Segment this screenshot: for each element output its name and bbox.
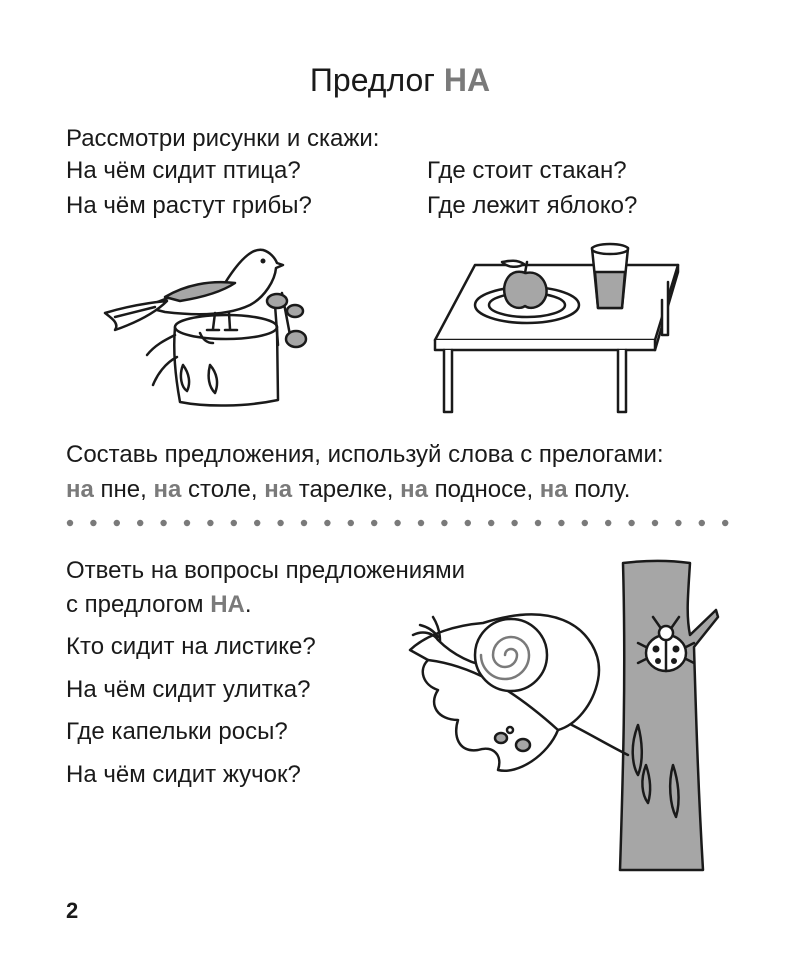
answer-line2-highlight: НА	[210, 591, 245, 618]
page-number: 2	[66, 898, 79, 923]
separator-dot	[160, 520, 166, 526]
title-text: Предлог	[309, 62, 444, 98]
bird-on-stump-illustration	[95, 235, 325, 415]
separator-dot	[137, 520, 143, 526]
separator-dot	[582, 520, 588, 526]
question-glass: Где стоит стакан?	[427, 157, 627, 184]
page-title	[0, 62, 800, 99]
answer-instruction-line2	[66, 590, 252, 620]
compose-instruction: Составь предложения, используй слова с прелогами:	[66, 441, 664, 468]
separator-dot	[254, 520, 260, 526]
separator-dot	[277, 520, 283, 526]
separator-dot	[722, 520, 728, 526]
phrase-prep: на	[539, 476, 568, 503]
separator-dot	[699, 520, 705, 526]
title-highlight: НА	[443, 62, 491, 98]
separator-dot	[628, 520, 634, 526]
separator-dot	[231, 520, 237, 526]
separator-dot	[558, 520, 564, 526]
separator-dot	[67, 520, 73, 526]
tree-leaf-snail-illustration	[398, 555, 728, 875]
phrase-word: тарелке,	[292, 476, 394, 503]
phrase-word: пне,	[93, 476, 147, 503]
separator-dot	[324, 520, 330, 526]
answer-instruction-line1: Ответь на вопросы предложениями	[66, 557, 466, 584]
question-beetle: На чём сидит жучок?	[66, 761, 301, 788]
separator-dot	[301, 520, 307, 526]
separator-dot	[488, 520, 494, 526]
compose-phrases	[66, 475, 630, 505]
phrase-prep: на	[153, 476, 182, 503]
separator-dot	[371, 520, 377, 526]
phrase-word: столе,	[181, 476, 258, 503]
separator-dot	[675, 520, 681, 526]
separator-dot	[511, 520, 517, 526]
phrase-prep: на	[264, 476, 293, 503]
table-illustration	[430, 240, 680, 415]
separator-dot	[394, 520, 400, 526]
phrase-prep: на	[66, 476, 94, 503]
separator-dot	[207, 520, 213, 526]
separator-dot	[418, 520, 424, 526]
question-dew: Где капельки росы?	[66, 718, 288, 745]
question-bird: На чём сидит птица?	[66, 157, 301, 184]
phrase-word: подносе,	[428, 476, 534, 503]
phrase-prep: на	[400, 476, 428, 503]
question-snail: На чём сидит улитка?	[66, 676, 311, 703]
separator-dot	[184, 520, 190, 526]
question-apple: Где лежит яблоко?	[427, 192, 638, 219]
answer-line2-post: .	[244, 591, 252, 618]
separator-dot	[465, 520, 471, 526]
separator-dot	[348, 520, 354, 526]
separator-dot	[605, 520, 611, 526]
answer-line2-pre: с предлогом	[66, 591, 211, 618]
intro-text: Рассмотри рисунки и скажи:	[66, 125, 380, 152]
separator-dot	[535, 520, 541, 526]
separator-dot	[114, 520, 120, 526]
dotted-separator	[66, 517, 736, 529]
separator-dot	[90, 520, 96, 526]
separator-dot	[652, 520, 658, 526]
separator-dot	[441, 520, 447, 526]
question-leaf: Кто сидит на листике?	[66, 633, 316, 660]
question-mushrooms: На чём растут грибы?	[66, 192, 312, 219]
phrase-word: полу.	[567, 476, 631, 503]
